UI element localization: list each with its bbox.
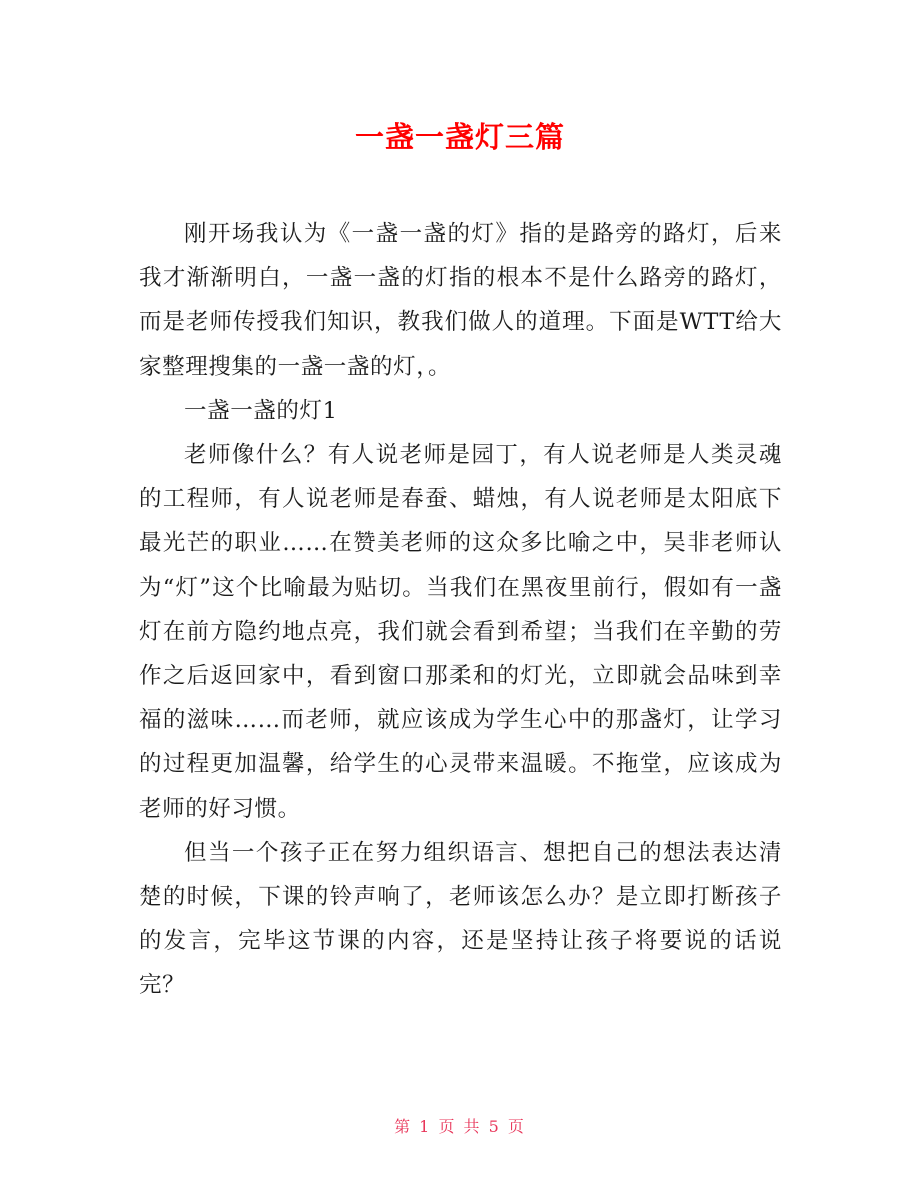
document-body <box>139 212 782 1008</box>
intro-paragraph: 刚开场我认为《一盏一盏的灯》指的是路旁的路灯，后来我才渐渐明白，一盏一盏的灯指的根本不是什么路旁的路灯，而是老师传授我们知识，教我们做人的道理。下面是WTT给大家整理搜集的一盏一盏的灯，。 <box>139 221 782 380</box>
body-paragraph: 老师像什么？有人说老师是园丁，有人说老师是人类灵魂的工程师，有人说老师是春蚕、蜡烛，有人说老师是太阳底下最光芒的职业……在赞美老师的这众多比喻之中，吴非老师认为“灯”这个比喻最为贴切。当我们在黑夜里前行，假如有一盏灯在前方隐约地点亮，我们就会看到希望；当我们在辛勤的劳作之后返回家中，看到窗口那柔和的灯光，立即就会品味到幸福的滋味……而老师，就应该成为学生心中的那盏灯，让学习的过程更加温馨，给学生的心灵带来温暖。不拖堂，应该成为老师的好习惯。 <box>139 442 782 822</box>
body-paragraph: 但当一个孩子正在努力组织语言、想把自己的想法表达清楚的时候，下课的铃声响了，老师该怎么办？是立即打断孩子的发言，完毕这节课的内容，还是坚持让孩子将要说的话说完？ <box>139 839 782 999</box>
page-footer: 第 1 页 共 5 页 <box>394 1117 526 1136</box>
document-title: 一盏一盏灯三篇 <box>354 120 565 154</box>
section-heading: 一盏一盏的灯1 <box>184 397 338 424</box>
